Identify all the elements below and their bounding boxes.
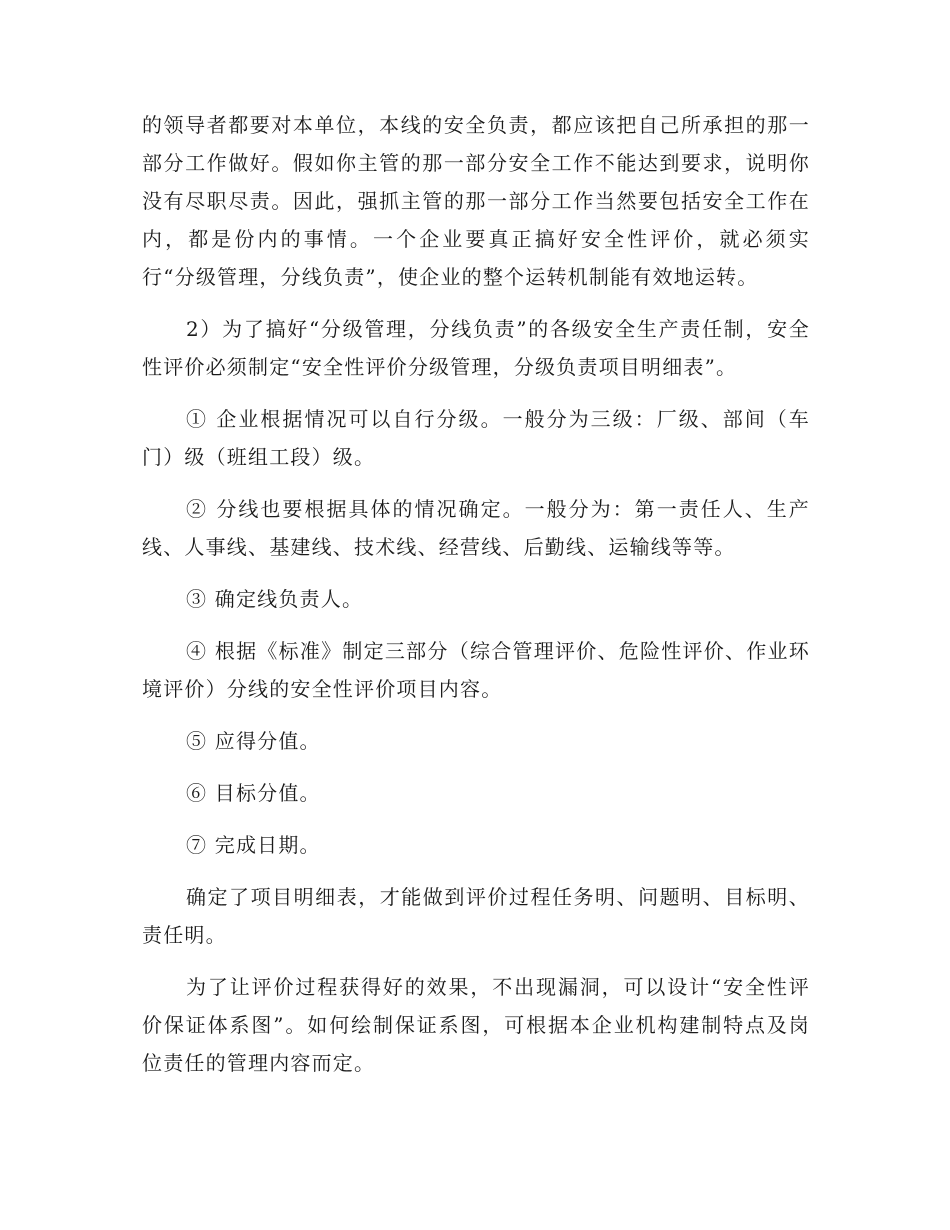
paragraph-guarantee-system: 为了让评价过程获得好的效果，不出现漏洞，可以设计“安全性评价保证体系图”。如何绘制保证系图，可根据本企业机构建制特点及岗位责任的管理内容而定。: [142, 975, 810, 1075]
paragraph-step-3: ③ 确定线负责人。: [186, 587, 364, 611]
document-body: [142, 106, 810, 1096]
paragraph-step-1: ① 企业根据情况可以自行分级。一般分为三级：厂级、部间（车门）级（班组工段）级。: [142, 407, 810, 469]
paragraph-step-7: ⑦ 完成日期。: [186, 833, 321, 857]
paragraph-summary: 确定了项目明细表，才能做到评价过程任务明、问题明、目标明、责任明。: [142, 885, 810, 947]
paragraph-step-2: ② 分线也要根据具体的情况确定。一般分为：第一责任人、生产线、人事线、基建线、技术线、经营线、后勤线、运输线等等。: [142, 497, 810, 559]
paragraph-step-5: ⑤ 应得分值。: [186, 729, 321, 753]
paragraph-item-2: 2）为了搞好“分级管理，分线负责”的各级安全生产责任制，安全性评价必须制定“安全性评价分级管理，分级负责项目明细表”。: [142, 317, 810, 379]
paragraph-step-4: ④ 根据《标准》制定三部分（综合管理评价、危险性评价、作业环境评价）分线的安全性评价项目内容。: [142, 639, 810, 701]
paragraph-step-6: ⑥ 目标分值。: [186, 781, 321, 805]
paragraph-continuation: 的领导者都要对本单位，本线的安全负责，都应该把自己所承担的那一部分工作做好。假如你主管的那一部分安全工作不能达到要求，说明你没有尽职尽责。因此，强抓主管的那一部分工作当然要包括安全工作在内，都是份内的事情。一个企业要真正搞好安全性评价，就必须实行“分级管理，分线负责”，使企业的整个运转机制能有效地运转。: [142, 113, 810, 289]
